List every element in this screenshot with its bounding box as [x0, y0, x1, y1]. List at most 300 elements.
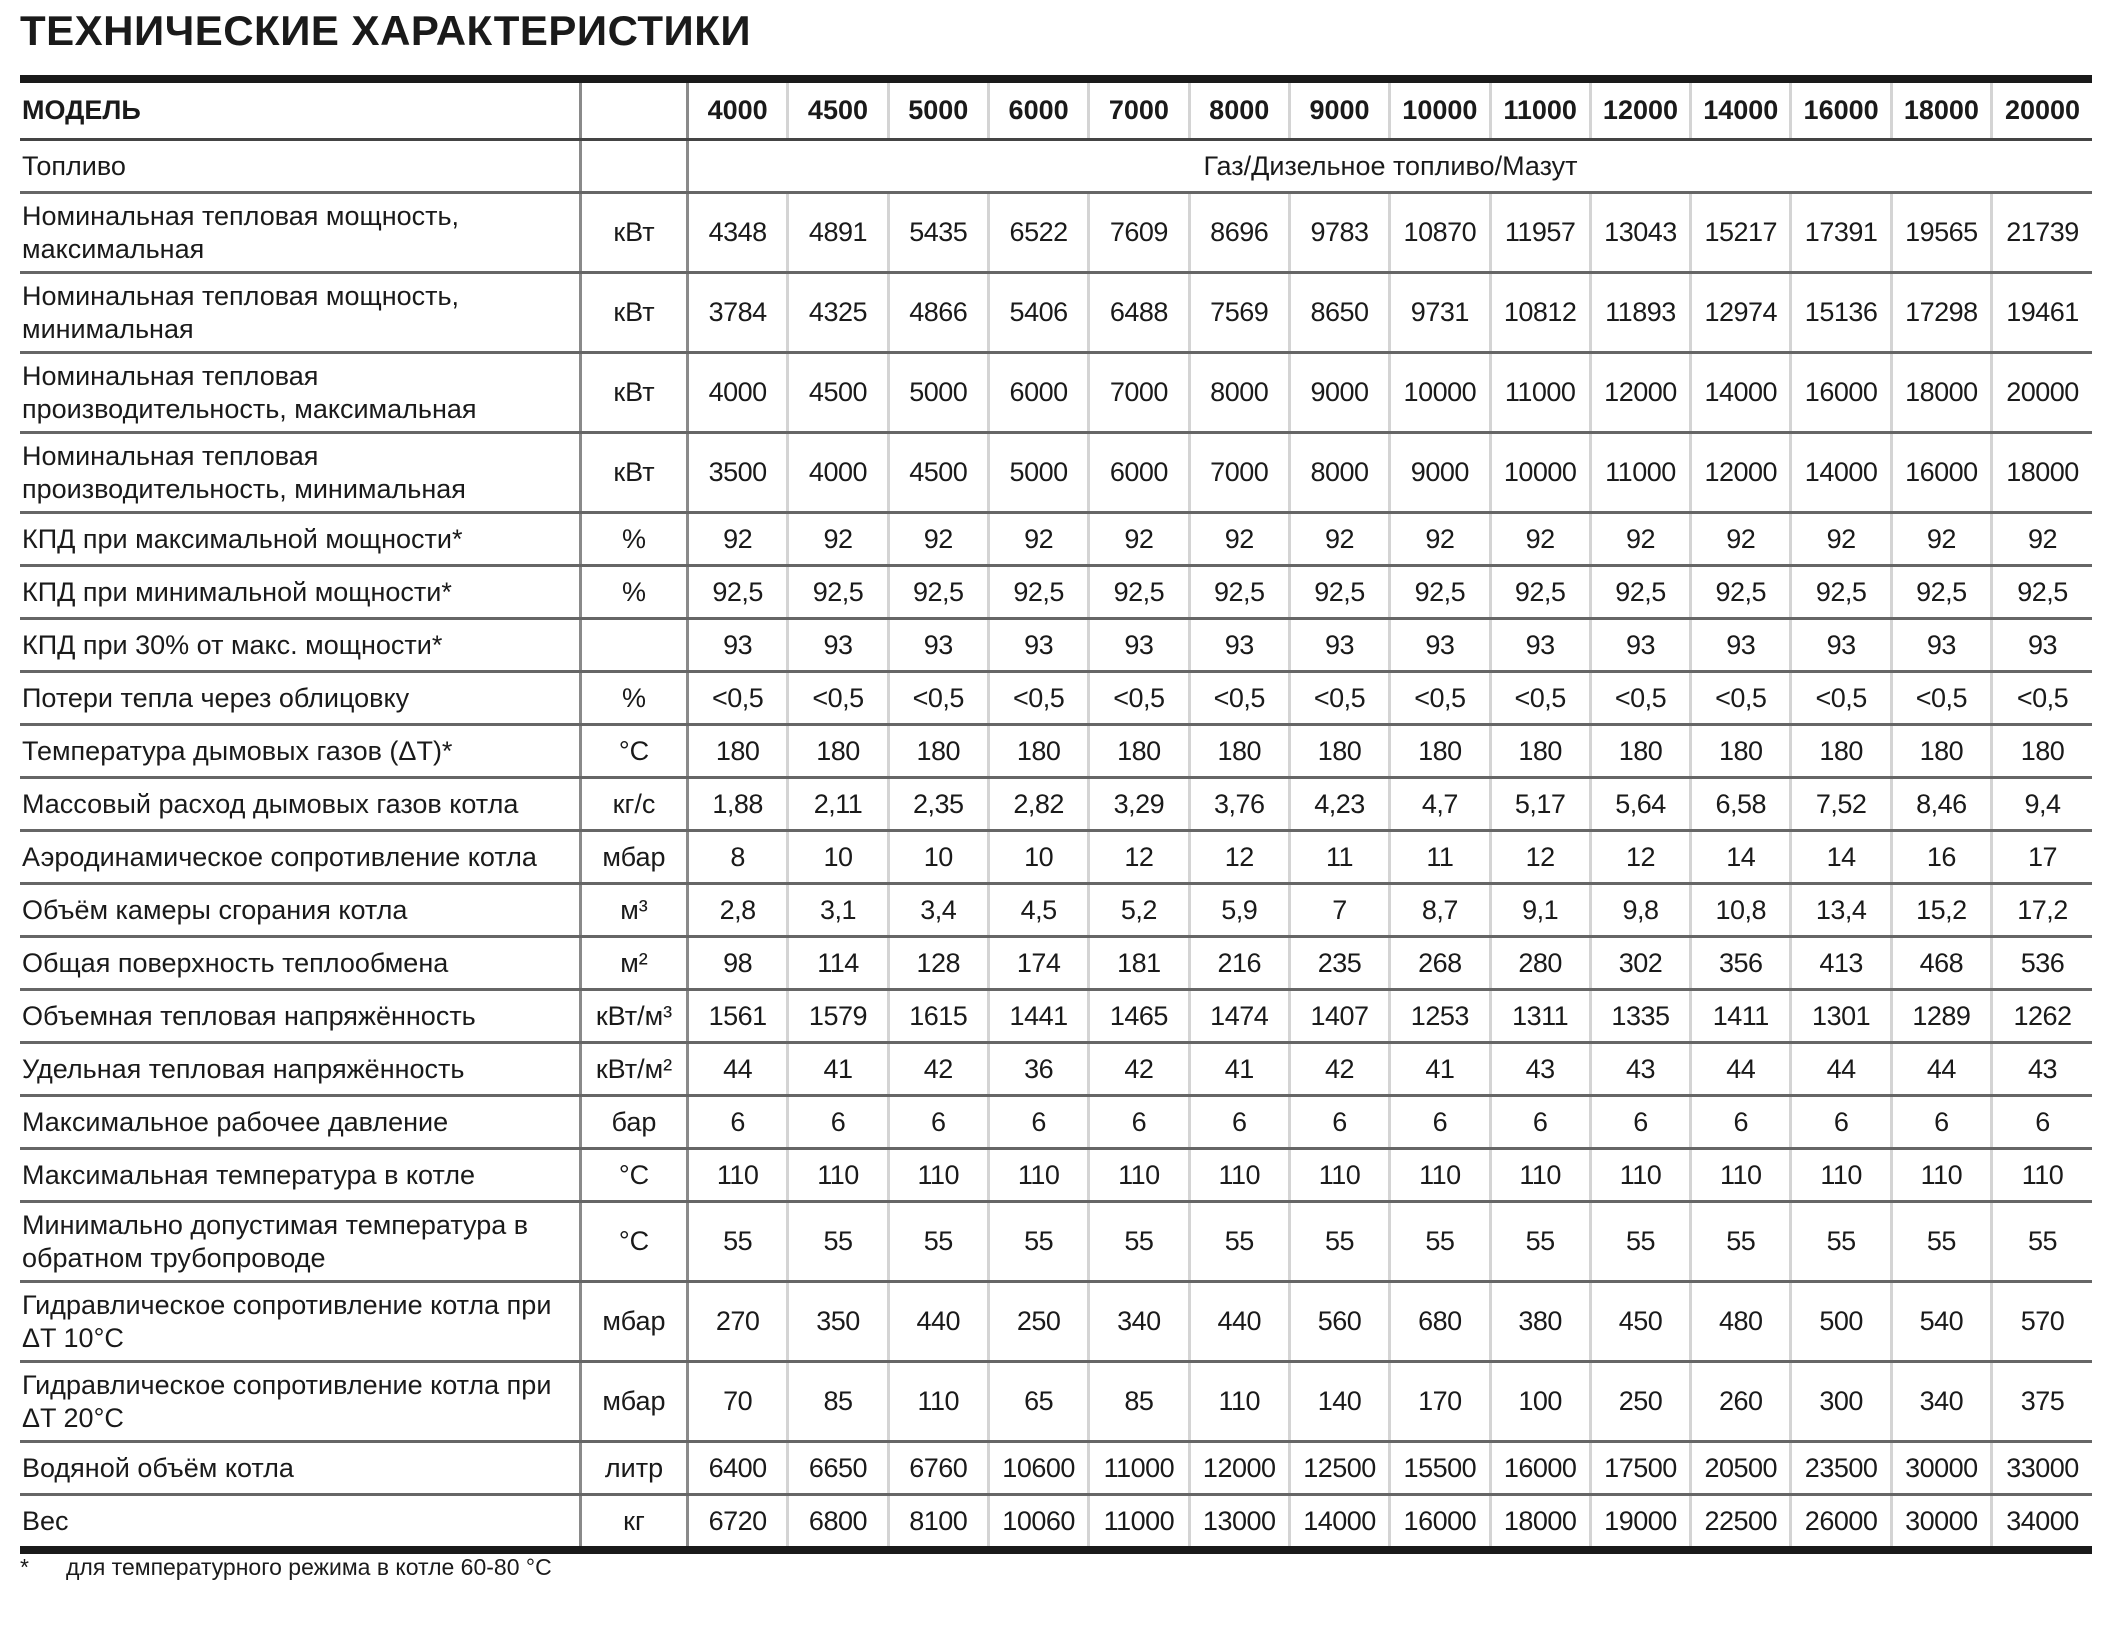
- value-cell: 4,23: [1289, 778, 1389, 831]
- table-header-row: [20, 79, 2092, 140]
- value-cell: 280: [1490, 937, 1590, 990]
- value-cell: 12: [1590, 831, 1690, 884]
- param-label: Водяной объём котла: [20, 1442, 581, 1495]
- value-cell: 13,4: [1791, 884, 1891, 937]
- value-cell: 480: [1691, 1282, 1791, 1362]
- value-cell: 42: [888, 1043, 988, 1096]
- value-cell: 170: [1390, 1362, 1490, 1442]
- value-cell: 70: [688, 1362, 788, 1442]
- table-row: [20, 193, 2092, 273]
- value-cell: 10000: [1390, 353, 1490, 433]
- value-cell: 42: [1289, 1043, 1389, 1096]
- value-cell: 13000: [1189, 1495, 1289, 1551]
- value-cell: 11957: [1490, 193, 1590, 273]
- value-cell: 92,5: [1189, 566, 1289, 619]
- value-cell: 5,17: [1490, 778, 1590, 831]
- table-row: [20, 990, 2092, 1043]
- value-cell: 1579: [788, 990, 888, 1043]
- table-row: [20, 725, 2092, 778]
- value-cell: 180: [1089, 725, 1189, 778]
- footnote-text: для температурного режима в котле 60-80 °C: [66, 1554, 552, 1580]
- value-cell: 340: [1891, 1362, 1991, 1442]
- value-cell: 9,8: [1590, 884, 1690, 937]
- value-cell: 380: [1490, 1282, 1590, 1362]
- value-cell: 9,1: [1490, 884, 1590, 937]
- value-cell: 36: [988, 1043, 1088, 1096]
- value-cell: 1407: [1289, 990, 1389, 1043]
- value-cell: 10,8: [1691, 884, 1791, 937]
- model-header: 12000: [1590, 79, 1690, 140]
- param-label: Аэродинамическое сопротивление котла: [20, 831, 581, 884]
- value-cell: 536: [1992, 937, 2092, 990]
- value-cell: 93: [888, 619, 988, 672]
- unit-cell: кВт: [581, 433, 688, 513]
- value-cell: 560: [1289, 1282, 1389, 1362]
- unit-cell: кВт/м²: [581, 1043, 688, 1096]
- value-cell: 6650: [788, 1442, 888, 1495]
- unit-cell: м²: [581, 937, 688, 990]
- value-cell: 30000: [1891, 1495, 1991, 1551]
- value-cell: 180: [988, 725, 1088, 778]
- value-cell: <0,5: [1490, 672, 1590, 725]
- value-cell: 3,1: [788, 884, 888, 937]
- value-cell: 55: [1189, 1202, 1289, 1282]
- value-cell: 16000: [1490, 1442, 1590, 1495]
- value-cell: 15,2: [1891, 884, 1991, 937]
- value-cell: 55: [1992, 1202, 2092, 1282]
- model-header: 7000: [1089, 79, 1189, 140]
- value-cell: 110: [1189, 1362, 1289, 1442]
- unit-cell: кг: [581, 1495, 688, 1551]
- value-cell: 44: [1791, 1043, 1891, 1096]
- table-row: [20, 778, 2092, 831]
- value-cell: 41: [1189, 1043, 1289, 1096]
- value-cell: 110: [1590, 1149, 1690, 1202]
- value-cell: 65: [988, 1362, 1088, 1442]
- value-cell: 12: [1189, 831, 1289, 884]
- value-cell: 3784: [688, 273, 788, 353]
- value-cell: 1615: [888, 990, 988, 1043]
- fuel-unit: [581, 140, 688, 193]
- value-cell: 11000: [1089, 1442, 1189, 1495]
- value-cell: 9,4: [1992, 778, 2092, 831]
- value-cell: 270: [688, 1282, 788, 1362]
- value-cell: 110: [888, 1362, 988, 1442]
- value-cell: 9000: [1289, 353, 1389, 433]
- value-cell: 55: [888, 1202, 988, 1282]
- model-header: 11000: [1490, 79, 1590, 140]
- value-cell: 12: [1089, 831, 1189, 884]
- value-cell: 14000: [1289, 1495, 1389, 1551]
- value-cell: 41: [1390, 1043, 1490, 1096]
- model-header: 6000: [988, 79, 1088, 140]
- value-cell: 1335: [1590, 990, 1690, 1043]
- value-cell: 1262: [1992, 990, 2092, 1043]
- table-row: [20, 1149, 2092, 1202]
- value-cell: 55: [1590, 1202, 1690, 1282]
- value-cell: 92: [1691, 513, 1791, 566]
- value-cell: 110: [1791, 1149, 1891, 1202]
- value-cell: 110: [1089, 1149, 1189, 1202]
- param-label: Массовый расход дымовых газов котла: [20, 778, 581, 831]
- value-cell: 4500: [888, 433, 988, 513]
- value-cell: 93: [1490, 619, 1590, 672]
- value-cell: 3,4: [888, 884, 988, 937]
- value-cell: 7569: [1189, 273, 1289, 353]
- value-cell: 7,52: [1791, 778, 1891, 831]
- param-label: Номинальная тепловая мощность, минимальная: [20, 273, 581, 353]
- value-cell: 10000: [1490, 433, 1590, 513]
- value-cell: 30000: [1891, 1442, 1991, 1495]
- value-cell: <0,5: [1089, 672, 1189, 725]
- value-cell: 23500: [1791, 1442, 1891, 1495]
- value-cell: 55: [1089, 1202, 1189, 1282]
- value-cell: 110: [988, 1149, 1088, 1202]
- value-cell: 13043: [1590, 193, 1690, 273]
- value-cell: 174: [988, 937, 1088, 990]
- value-cell: 93: [1992, 619, 2092, 672]
- value-cell: <0,5: [1891, 672, 1991, 725]
- value-cell: 350: [788, 1282, 888, 1362]
- value-cell: 180: [1691, 725, 1791, 778]
- value-cell: 92,5: [888, 566, 988, 619]
- value-cell: 55: [1791, 1202, 1891, 1282]
- value-cell: 55: [1691, 1202, 1791, 1282]
- footnote-mark: *: [20, 1554, 29, 1580]
- table-row: [20, 937, 2092, 990]
- value-cell: 6760: [888, 1442, 988, 1495]
- value-cell: 14000: [1691, 353, 1791, 433]
- value-cell: 5,2: [1089, 884, 1189, 937]
- value-cell: 10: [988, 831, 1088, 884]
- value-cell: 92,5: [788, 566, 888, 619]
- value-cell: 16000: [1891, 433, 1991, 513]
- value-cell: <0,5: [688, 672, 788, 725]
- value-cell: 92: [1189, 513, 1289, 566]
- value-cell: 180: [1590, 725, 1690, 778]
- param-label: Общая поверхность теплообмена: [20, 937, 581, 990]
- unit-cell: %: [581, 513, 688, 566]
- unit-cell: литр: [581, 1442, 688, 1495]
- value-cell: 92,5: [1992, 566, 2092, 619]
- value-cell: 3,29: [1089, 778, 1189, 831]
- value-cell: 15136: [1791, 273, 1891, 353]
- value-cell: 110: [888, 1149, 988, 1202]
- value-cell: 10: [788, 831, 888, 884]
- value-cell: 17,2: [1992, 884, 2092, 937]
- value-cell: 1441: [988, 990, 1088, 1043]
- unit-cell: °C: [581, 725, 688, 778]
- table-row: [20, 513, 2092, 566]
- value-cell: 110: [1289, 1149, 1389, 1202]
- value-cell: 55: [1289, 1202, 1389, 1282]
- model-header: 10000: [1390, 79, 1490, 140]
- value-cell: 2,35: [888, 778, 988, 831]
- value-cell: 8100: [888, 1495, 988, 1551]
- model-header: 8000: [1189, 79, 1289, 140]
- value-cell: 6: [988, 1096, 1088, 1149]
- value-cell: 14: [1791, 831, 1891, 884]
- value-cell: 55: [1490, 1202, 1590, 1282]
- model-header: 9000: [1289, 79, 1389, 140]
- value-cell: 5,9: [1189, 884, 1289, 937]
- value-cell: 5,64: [1590, 778, 1690, 831]
- value-cell: <0,5: [1289, 672, 1389, 725]
- table-row: [20, 353, 2092, 433]
- value-cell: 1289: [1891, 990, 1991, 1043]
- value-cell: 16: [1891, 831, 1991, 884]
- value-cell: 570: [1992, 1282, 2092, 1362]
- value-cell: 12000: [1189, 1442, 1289, 1495]
- value-cell: 6: [1590, 1096, 1690, 1149]
- param-label: Номинальная тепловая производительность, максимальная: [20, 353, 581, 433]
- value-cell: 5000: [888, 353, 988, 433]
- value-cell: 8000: [1289, 433, 1389, 513]
- value-cell: 180: [1189, 725, 1289, 778]
- value-cell: 42: [1089, 1043, 1189, 1096]
- value-cell: 20000: [1992, 353, 2092, 433]
- unit-cell: кВт/м³: [581, 990, 688, 1043]
- value-cell: <0,5: [888, 672, 988, 725]
- unit-cell: кВт: [581, 193, 688, 273]
- value-cell: 11000: [1089, 1495, 1189, 1551]
- value-cell: 21739: [1992, 193, 2092, 273]
- value-cell: 55: [788, 1202, 888, 1282]
- value-cell: 1253: [1390, 990, 1490, 1043]
- value-cell: 92: [888, 513, 988, 566]
- value-cell: 8: [688, 831, 788, 884]
- param-label: Удельная тепловая напряжённость: [20, 1043, 581, 1096]
- value-cell: 92,5: [1390, 566, 1490, 619]
- value-cell: 92: [1490, 513, 1590, 566]
- value-cell: 92,5: [1590, 566, 1690, 619]
- unit-cell: %: [581, 672, 688, 725]
- value-cell: 110: [1490, 1149, 1590, 1202]
- value-cell: 10060: [988, 1495, 1088, 1551]
- spec-body: [20, 140, 2092, 1551]
- value-cell: 19461: [1992, 273, 2092, 353]
- model-header: 14000: [1691, 79, 1791, 140]
- value-cell: 1301: [1791, 990, 1891, 1043]
- value-cell: 140: [1289, 1362, 1389, 1442]
- value-cell: 8,7: [1390, 884, 1490, 937]
- value-cell: 92,5: [1490, 566, 1590, 619]
- value-cell: 17391: [1791, 193, 1891, 273]
- param-label: Объём камеры сгорания котла: [20, 884, 581, 937]
- value-cell: 110: [1891, 1149, 1991, 1202]
- value-cell: 41: [788, 1043, 888, 1096]
- value-cell: 268: [1390, 937, 1490, 990]
- value-cell: 44: [1691, 1043, 1791, 1096]
- value-cell: 6000: [1089, 433, 1189, 513]
- value-cell: 10870: [1390, 193, 1490, 273]
- value-cell: 12: [1490, 831, 1590, 884]
- table-row: [20, 273, 2092, 353]
- value-cell: 110: [1992, 1149, 2092, 1202]
- value-cell: 92: [1390, 513, 1490, 566]
- value-cell: 110: [1189, 1149, 1289, 1202]
- value-cell: <0,5: [1992, 672, 2092, 725]
- value-cell: 9731: [1390, 273, 1490, 353]
- value-cell: 93: [788, 619, 888, 672]
- value-cell: 6: [1089, 1096, 1189, 1149]
- model-header: 18000: [1891, 79, 1991, 140]
- value-cell: 216: [1189, 937, 1289, 990]
- value-cell: 7609: [1089, 193, 1189, 273]
- value-cell: 92,5: [1289, 566, 1389, 619]
- value-cell: 4000: [688, 353, 788, 433]
- value-cell: 3,76: [1189, 778, 1289, 831]
- value-cell: 180: [788, 725, 888, 778]
- table-row: [20, 1495, 2092, 1551]
- table-row: [20, 566, 2092, 619]
- value-cell: 2,82: [988, 778, 1088, 831]
- value-cell: 9783: [1289, 193, 1389, 273]
- value-cell: 1474: [1189, 990, 1289, 1043]
- value-cell: 413: [1791, 937, 1891, 990]
- value-cell: <0,5: [788, 672, 888, 725]
- value-cell: 2,8: [688, 884, 788, 937]
- value-cell: 450: [1590, 1282, 1690, 1362]
- value-cell: 7000: [1089, 353, 1189, 433]
- unit-cell: мбар: [581, 1282, 688, 1362]
- model-header: 4000: [688, 79, 788, 140]
- unit-cell: мбар: [581, 831, 688, 884]
- value-cell: 9000: [1390, 433, 1490, 513]
- value-cell: 17: [1992, 831, 2092, 884]
- param-label: Гидравлическое сопротивление котла при ΔT 20°C: [20, 1362, 581, 1442]
- value-cell: 93: [1390, 619, 1490, 672]
- value-cell: 44: [1891, 1043, 1991, 1096]
- value-cell: 128: [888, 937, 988, 990]
- value-cell: 5435: [888, 193, 988, 273]
- value-cell: 92,5: [688, 566, 788, 619]
- value-cell: 93: [1289, 619, 1389, 672]
- value-cell: 98: [688, 937, 788, 990]
- value-cell: 92,5: [1891, 566, 1991, 619]
- value-cell: 1411: [1691, 990, 1791, 1043]
- value-cell: 180: [1289, 725, 1389, 778]
- value-cell: 110: [788, 1149, 888, 1202]
- table-row: [20, 1362, 2092, 1442]
- value-cell: 93: [1791, 619, 1891, 672]
- value-cell: 468: [1891, 937, 1991, 990]
- value-cell: 4,5: [988, 884, 1088, 937]
- model-header: 20000: [1992, 79, 2092, 140]
- value-cell: 6800: [788, 1495, 888, 1551]
- value-cell: 12500: [1289, 1442, 1389, 1495]
- fuel-label: Топливо: [20, 140, 581, 193]
- value-cell: 6522: [988, 193, 1088, 273]
- value-cell: 11000: [1490, 353, 1590, 433]
- value-cell: 180: [688, 725, 788, 778]
- param-label: Гидравлическое сопротивление котла при ΔT 10°C: [20, 1282, 581, 1362]
- value-cell: 33000: [1992, 1442, 2092, 1495]
- value-cell: 6: [1691, 1096, 1791, 1149]
- value-cell: 4325: [788, 273, 888, 353]
- value-cell: 19565: [1891, 193, 1991, 273]
- value-cell: 6: [688, 1096, 788, 1149]
- spec-table: [20, 75, 2092, 1554]
- value-cell: 34000: [1992, 1495, 2092, 1551]
- table-row: [20, 672, 2092, 725]
- value-cell: 11893: [1590, 273, 1690, 353]
- value-cell: 250: [988, 1282, 1088, 1362]
- value-cell: 43: [1992, 1043, 2092, 1096]
- value-cell: 11: [1390, 831, 1490, 884]
- value-cell: 10600: [988, 1442, 1088, 1495]
- value-cell: 44: [688, 1043, 788, 1096]
- value-cell: 18000: [1891, 353, 1991, 433]
- table-row: [20, 1202, 2092, 1282]
- value-cell: 17500: [1590, 1442, 1690, 1495]
- value-cell: 114: [788, 937, 888, 990]
- fuel-row: [20, 140, 2092, 193]
- value-cell: <0,5: [1189, 672, 1289, 725]
- value-cell: 11: [1289, 831, 1389, 884]
- unit-cell: [581, 619, 688, 672]
- value-cell: <0,5: [1390, 672, 1490, 725]
- value-cell: 680: [1390, 1282, 1490, 1362]
- value-cell: 4500: [788, 353, 888, 433]
- value-cell: 340: [1089, 1282, 1189, 1362]
- value-cell: 4000: [788, 433, 888, 513]
- value-cell: 22500: [1691, 1495, 1791, 1551]
- value-cell: 6: [1791, 1096, 1891, 1149]
- value-cell: 93: [1189, 619, 1289, 672]
- value-cell: 16000: [1791, 353, 1891, 433]
- value-cell: 92: [1590, 513, 1690, 566]
- value-cell: 235: [1289, 937, 1389, 990]
- value-cell: 92: [1891, 513, 1991, 566]
- value-cell: 92,5: [1791, 566, 1891, 619]
- value-cell: 93: [988, 619, 1088, 672]
- value-cell: 4891: [788, 193, 888, 273]
- value-cell: 440: [1189, 1282, 1289, 1362]
- table-row: [20, 1442, 2092, 1495]
- value-cell: 6: [1289, 1096, 1389, 1149]
- value-cell: 10812: [1490, 273, 1590, 353]
- value-cell: 1,88: [688, 778, 788, 831]
- param-label: Температура дымовых газов (ΔT)*: [20, 725, 581, 778]
- value-cell: 16000: [1390, 1495, 1490, 1551]
- page-title: ТЕХНИЧЕСКИЕ ХАРАКТЕРИСТИКИ: [20, 7, 752, 54]
- value-cell: 302: [1590, 937, 1690, 990]
- unit-cell: м³: [581, 884, 688, 937]
- value-cell: 6: [1390, 1096, 1490, 1149]
- value-cell: 4866: [888, 273, 988, 353]
- value-cell: 85: [788, 1362, 888, 1442]
- value-cell: 4,7: [1390, 778, 1490, 831]
- value-cell: 55: [988, 1202, 1088, 1282]
- unit-header: [581, 79, 688, 140]
- value-cell: 6: [788, 1096, 888, 1149]
- value-cell: 110: [1390, 1149, 1490, 1202]
- value-cell: 500: [1791, 1282, 1891, 1362]
- value-cell: 6: [1992, 1096, 2092, 1149]
- value-cell: 6488: [1089, 273, 1189, 353]
- param-label: Вес: [20, 1495, 581, 1551]
- footnote: [20, 1552, 552, 1582]
- value-cell: 14000: [1791, 433, 1891, 513]
- value-cell: 8000: [1189, 353, 1289, 433]
- param-label: Номинальная тепловая мощность, максимальная: [20, 193, 581, 273]
- value-cell: <0,5: [1791, 672, 1891, 725]
- value-cell: 181: [1089, 937, 1189, 990]
- table-row: [20, 884, 2092, 937]
- param-label: Объемная тепловая напряжённость: [20, 990, 581, 1043]
- value-cell: 6: [888, 1096, 988, 1149]
